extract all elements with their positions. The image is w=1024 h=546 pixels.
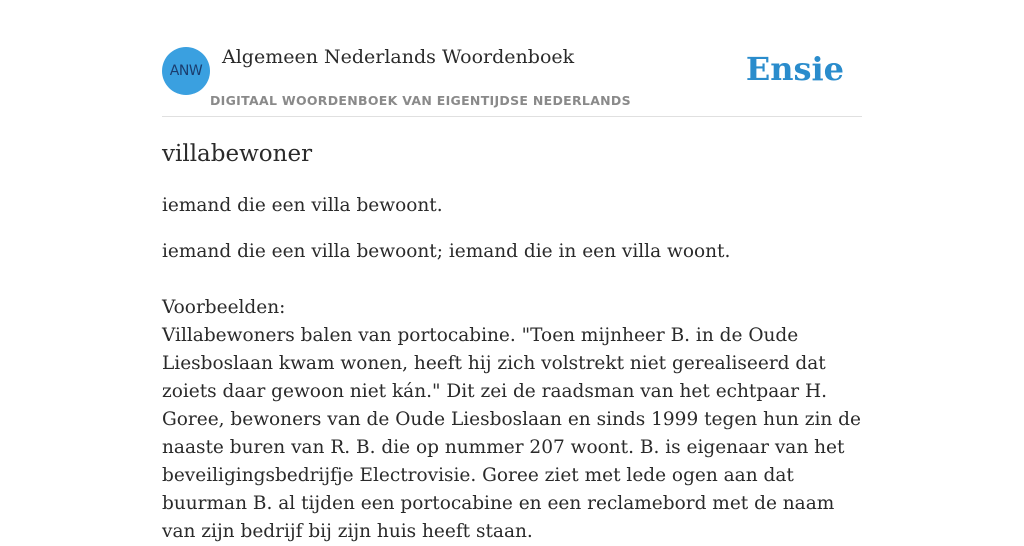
short-definition: iemand die een villa bewoont.: [162, 195, 443, 216]
headword: villabewoner: [162, 141, 313, 167]
example-text: Villabewoners balen van portocabine. "Toen mijnheer B. in de Oude Liesboslaan kwam wonen, heeft hij zich volstrekt niet gerealiseerd dat zoiets daar gewoon niet kán." Dit zei de raadsman van het echtpaar H. Goree, bewoners van de Oude Liesboslaan en sinds 1999 tegen hun zin de naaste buren van R. B. die op nummer 207 woont. B. is eigenaar van het beveiligingsbedrijfje Electrovisie. Goree ziet met lede ogen aan dat buurman B. al tijden een portocabine en een reclamebord met de naam van zijn bedrijf bij zijn huis heeft staan.: [162, 325, 861, 542]
site-header: [162, 46, 862, 117]
site-title[interactable]: Algemeen Nederlands Woordenboek: [222, 46, 575, 68]
ensie-brand-logo[interactable]: Ensie: [745, 50, 844, 88]
site-subtitle: DIGITAAL WOORDENBOEK VAN EIGENTIJDSE NEDERLANDS: [210, 93, 631, 108]
examples-label: Voorbeelden:: [162, 297, 286, 318]
anw-logo[interactable]: ANW: [162, 47, 210, 95]
long-definition: iemand die een villa bewoont; iemand die in een villa woont.: [162, 241, 731, 262]
entry-content: [162, 138, 867, 546]
